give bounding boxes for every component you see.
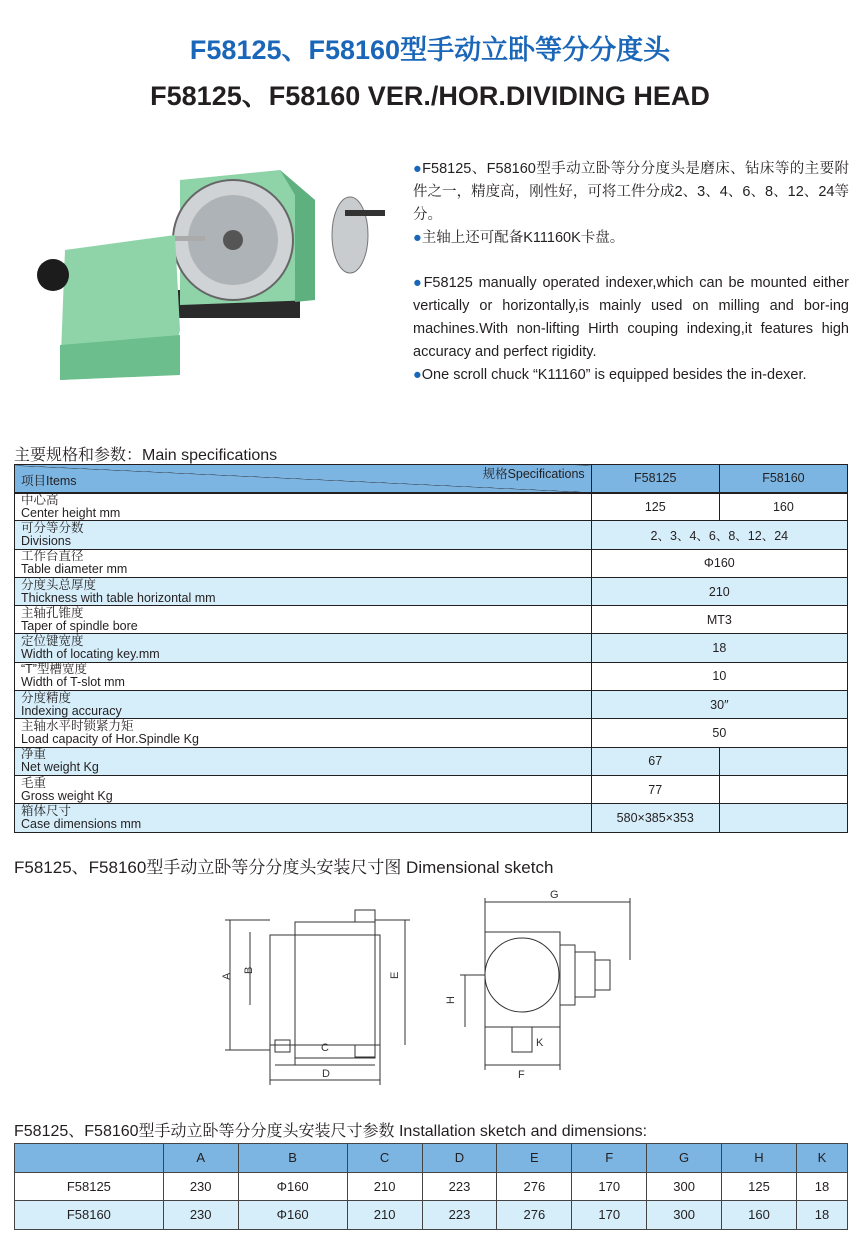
spec-row — [15, 691, 848, 719]
spec-item-en: Taper of spindle bore — [21, 618, 138, 633]
spec-item-en: Indexing accuracy — [21, 703, 122, 718]
dim-cell: K — [796, 1144, 847, 1173]
spec-value: 10 — [591, 662, 847, 690]
spec-row — [15, 493, 848, 521]
spec-header-items — [15, 465, 592, 493]
dim-row — [15, 1144, 848, 1173]
spec-value: 30″ — [591, 691, 847, 719]
dim-cell: 230 — [163, 1172, 238, 1201]
dim-cell: G — [647, 1144, 722, 1173]
dim-row — [15, 1172, 848, 1201]
label-G: G — [550, 889, 559, 901]
spec-value: 50 — [591, 719, 847, 747]
dim-cell — [15, 1144, 164, 1173]
spec-item — [15, 634, 592, 662]
spec-value-f58125: 67 — [591, 747, 719, 775]
dimensional-sketch — [210, 880, 640, 1090]
spec-item — [15, 606, 592, 634]
spec-value-f58160 — [719, 775, 847, 803]
spec-value-f58160: 160 — [719, 493, 847, 521]
spec-item — [15, 719, 592, 747]
dim-cell: 230 — [163, 1201, 238, 1230]
dim-cell: 125 — [722, 1172, 797, 1201]
description-en-2: One scroll chuck “K11160” is equipped besides the in-dexer. — [421, 367, 807, 383]
spec-item — [15, 577, 592, 605]
bullet-icon: ● — [413, 230, 422, 246]
spec-header-col1: F58125 — [591, 465, 719, 493]
spec-item — [15, 691, 592, 719]
dim-cell: A — [163, 1144, 238, 1173]
spec-value-f58125: 77 — [591, 775, 719, 803]
spec-row — [15, 747, 848, 775]
spec-item-cn: 主轴水平时锁紧力矩 — [21, 719, 134, 734]
title-english: F58125、F58160 VER./HOR.DIVIDING HEAD — [150, 81, 710, 111]
description-en-1: F58125 manually operated indexer,which can be mounted either vertically or horizontally,is mainly used on milling and bor-ing machines.With non-lifting Hirth couping indexing,it features high accuracy and perfect rigidity. — [413, 275, 849, 360]
spec-item-en: Table diameter mm — [21, 562, 128, 577]
spec-item — [15, 493, 592, 521]
spec-section-title: 主要规格和参数：Main specifications — [14, 447, 278, 464]
spec-row — [15, 719, 848, 747]
spec-item-en: Net weight Kg — [21, 760, 99, 775]
bullet-icon: ● — [413, 275, 424, 291]
spec-item-cn: 工作台直径 — [21, 549, 84, 564]
spec-value: Φ160 — [591, 549, 847, 577]
dim-cell: 223 — [422, 1201, 497, 1230]
spec-value: 2、3、4、6、8、12、24 — [591, 521, 847, 549]
spec-item-cn: “T”型槽宽度 — [21, 662, 87, 677]
label-E: E — [389, 971, 401, 979]
spec-item-en: Width of T-slot mm — [21, 675, 125, 690]
dim-cell: 276 — [497, 1201, 572, 1230]
dim-cell: 223 — [422, 1172, 497, 1201]
spec-table — [14, 464, 848, 833]
label-C: C — [321, 1042, 329, 1054]
spec-value-f58125: 125 — [591, 493, 719, 521]
spec-item — [15, 521, 592, 549]
dim-cell: H — [722, 1144, 797, 1173]
spec-row — [15, 775, 848, 803]
specifications-label: 规格Specifications — [482, 467, 585, 481]
product-photo — [15, 140, 405, 405]
spec-item-cn: 定位键宽度 — [21, 634, 84, 649]
dim-cell: F58125 — [15, 1172, 164, 1201]
spec-item-cn: 净重 — [21, 747, 47, 762]
label-H: H — [445, 996, 457, 1004]
dim-cell: B — [238, 1144, 347, 1173]
dim-cell: 160 — [722, 1201, 797, 1230]
spec-item-en: Case dimensions mm — [21, 816, 142, 831]
spec-item-cn: 中心高 — [21, 492, 59, 507]
spec-header-col2: F58160 — [719, 465, 847, 493]
dim-section-title: F58125、F58160型手动立卧等分分度头安装尺寸参数 Installation sketch and dimensions: — [14, 1123, 648, 1140]
label-D: D — [322, 1068, 330, 1080]
label-F: F — [518, 1069, 525, 1081]
spec-item-en: Gross weight Kg — [21, 788, 113, 803]
bullet-icon: ● — [413, 367, 422, 383]
dim-cell: 18 — [796, 1172, 847, 1201]
label-A: A — [221, 972, 233, 980]
spec-item — [15, 775, 592, 803]
dim-row — [15, 1201, 848, 1230]
product-description — [413, 158, 849, 387]
spec-row — [15, 662, 848, 690]
dim-cell: 300 — [647, 1172, 722, 1201]
dim-cell: Φ160 — [238, 1172, 347, 1201]
spec-item — [15, 747, 592, 775]
spec-item-en: Thickness with table horizontal mm — [21, 590, 216, 605]
dim-cell: 210 — [347, 1172, 422, 1201]
description-cn-1: F58125、F58160型手动立卧等分分度头是磨床、钻床等的主要附件之一，精度高，刚性好，可将工件分成2、3、4、6、8、12、24等分。 — [413, 161, 849, 223]
spec-item-cn: 分度头总厚度 — [21, 577, 97, 592]
dim-cell: 300 — [647, 1201, 722, 1230]
label-K: K — [536, 1037, 544, 1049]
dim-cell: 170 — [572, 1172, 647, 1201]
spec-item-en: Center height mm — [21, 505, 121, 520]
items-label: 项目Items — [21, 473, 77, 488]
dim-cell: 210 — [347, 1201, 422, 1230]
dim-cell: 18 — [796, 1201, 847, 1230]
spec-item-cn: 主轴孔锥度 — [21, 605, 84, 620]
bullet-icon: ● — [413, 161, 423, 177]
spec-item-en: Width of locating key.mm — [21, 647, 160, 662]
spec-row — [15, 577, 848, 605]
sketch-section-title: F58125、F58160型手动立卧等分分度头安装尺寸图 Dimensional sketch — [14, 858, 554, 877]
dim-cell: 276 — [497, 1172, 572, 1201]
spec-item-en: Load capacity of Hor.Spindle Kg — [21, 732, 199, 747]
spec-value: 210 — [591, 577, 847, 605]
description-cn-2: 主轴上还可配备K11160K卡盘。 — [421, 230, 625, 246]
spec-item — [15, 804, 592, 832]
dim-cell: C — [347, 1144, 422, 1173]
spec-row — [15, 549, 848, 577]
dim-cell: F58160 — [15, 1201, 164, 1230]
spec-item-cn: 箱体尺寸 — [21, 803, 72, 818]
spec-value-f58125: 580×385×353 — [591, 804, 719, 832]
spec-item-cn: 可分等分数 — [21, 520, 84, 535]
dim-cell: F — [572, 1144, 647, 1173]
spec-item — [15, 662, 592, 690]
dim-cell: 170 — [572, 1201, 647, 1230]
title-chinese: F58125、F58160型手动立卧等分分度头 — [189, 35, 671, 65]
spec-item-cn: 毛重 — [21, 775, 47, 790]
spec-row — [15, 521, 848, 549]
spec-value-f58160 — [719, 804, 847, 832]
spec-row — [15, 606, 848, 634]
spec-row — [15, 634, 848, 662]
dim-cell: D — [422, 1144, 497, 1173]
spec-item — [15, 549, 592, 577]
spec-row — [15, 804, 848, 832]
spec-item-en: Divisions — [21, 533, 72, 548]
spec-value: MT3 — [591, 606, 847, 634]
label-B: B — [243, 966, 255, 974]
spec-item-cn: 分度精度 — [21, 690, 72, 705]
dim-cell: Φ160 — [238, 1201, 347, 1230]
dimensions-table — [14, 1143, 848, 1230]
spec-value-f58160 — [719, 747, 847, 775]
spec-value: 18 — [591, 634, 847, 662]
dim-cell: E — [497, 1144, 572, 1173]
